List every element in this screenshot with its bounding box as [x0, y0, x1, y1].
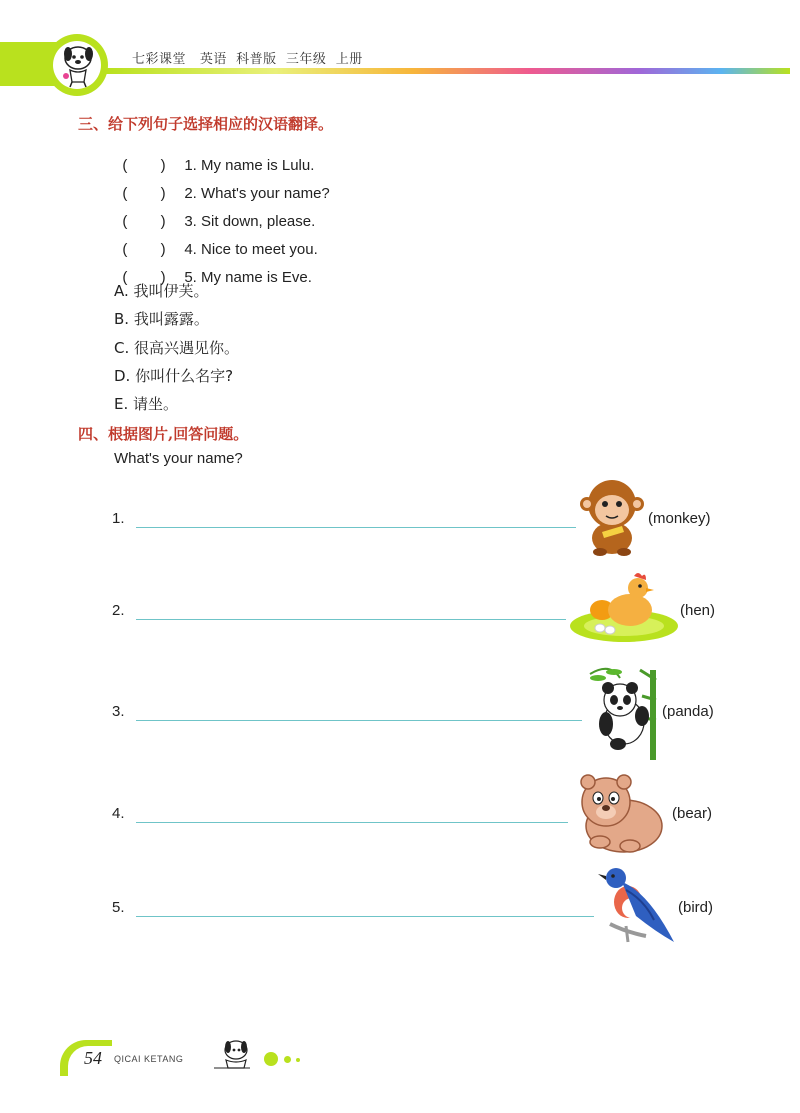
- footer-dot-medium: [284, 1056, 291, 1063]
- section-3-title: 三、给下列句子选择相应的汉语翻译。: [78, 115, 334, 133]
- item-number: 2.: [112, 602, 125, 619]
- item-number: 3.: [112, 703, 125, 720]
- answer-line-4[interactable]: [136, 822, 568, 823]
- option-d: D. 你叫什么名字?: [114, 367, 234, 385]
- header-rainbow-rule: [104, 68, 790, 74]
- item-number: 4.: [112, 805, 125, 822]
- panda-icon: [580, 660, 664, 760]
- option-b: B. 我叫露露。: [114, 310, 209, 328]
- animal-label-bird: (bird): [678, 899, 714, 916]
- answer-line-1[interactable]: [136, 527, 576, 528]
- answer-paren[interactable]: ( ): [122, 157, 166, 174]
- monkey-icon: [578, 474, 648, 558]
- question-text: 5. My name is Eve.: [184, 269, 312, 286]
- hen-icon: [566, 570, 680, 646]
- footer-dot-large: [264, 1052, 278, 1066]
- option-a: A. 我叫伊芙。: [114, 282, 209, 300]
- option-e: E. 请坐。: [114, 395, 179, 413]
- page-number: 54: [84, 1048, 102, 1068]
- question-prompt: What's your name?: [114, 450, 243, 467]
- bear-icon: [570, 768, 666, 854]
- animal-label-monkey: (monkey): [648, 510, 711, 527]
- item-number: 5.: [112, 899, 125, 916]
- question-text: 2. What's your name?: [184, 185, 330, 202]
- question-text: 1. My name is Lulu.: [184, 157, 315, 174]
- option-c: C. 很高兴遇见你。: [114, 339, 240, 357]
- item-number: 1.: [112, 510, 125, 527]
- answer-paren[interactable]: ( ): [122, 269, 166, 286]
- animal-label-hen: (hen): [680, 602, 716, 619]
- header-title: 七彩课堂 英语 科普版 三年级 上册: [132, 52, 363, 67]
- dog-mascot-icon: [56, 42, 100, 88]
- answer-line-2[interactable]: [136, 619, 566, 620]
- answer-paren[interactable]: ( ): [122, 185, 166, 202]
- footer-dog-icon: [210, 1038, 254, 1072]
- answer-line-5[interactable]: [136, 916, 594, 917]
- answer-paren[interactable]: ( ): [122, 213, 166, 230]
- answer-line-3[interactable]: [136, 720, 582, 721]
- footer-dot-small: [296, 1058, 300, 1062]
- answer-paren[interactable]: ( ): [122, 241, 166, 258]
- bird-icon: [596, 862, 678, 948]
- question-text: 3. Sit down, please.: [184, 213, 316, 230]
- footer-brand: QICAI KETANG: [114, 1054, 184, 1064]
- question-text: 4. Nice to meet you.: [184, 241, 318, 258]
- section-4-title: 四、根据图片,回答问题。: [78, 425, 249, 443]
- animal-label-panda: (panda): [662, 703, 714, 720]
- animal-label-bear: (bear): [672, 805, 713, 822]
